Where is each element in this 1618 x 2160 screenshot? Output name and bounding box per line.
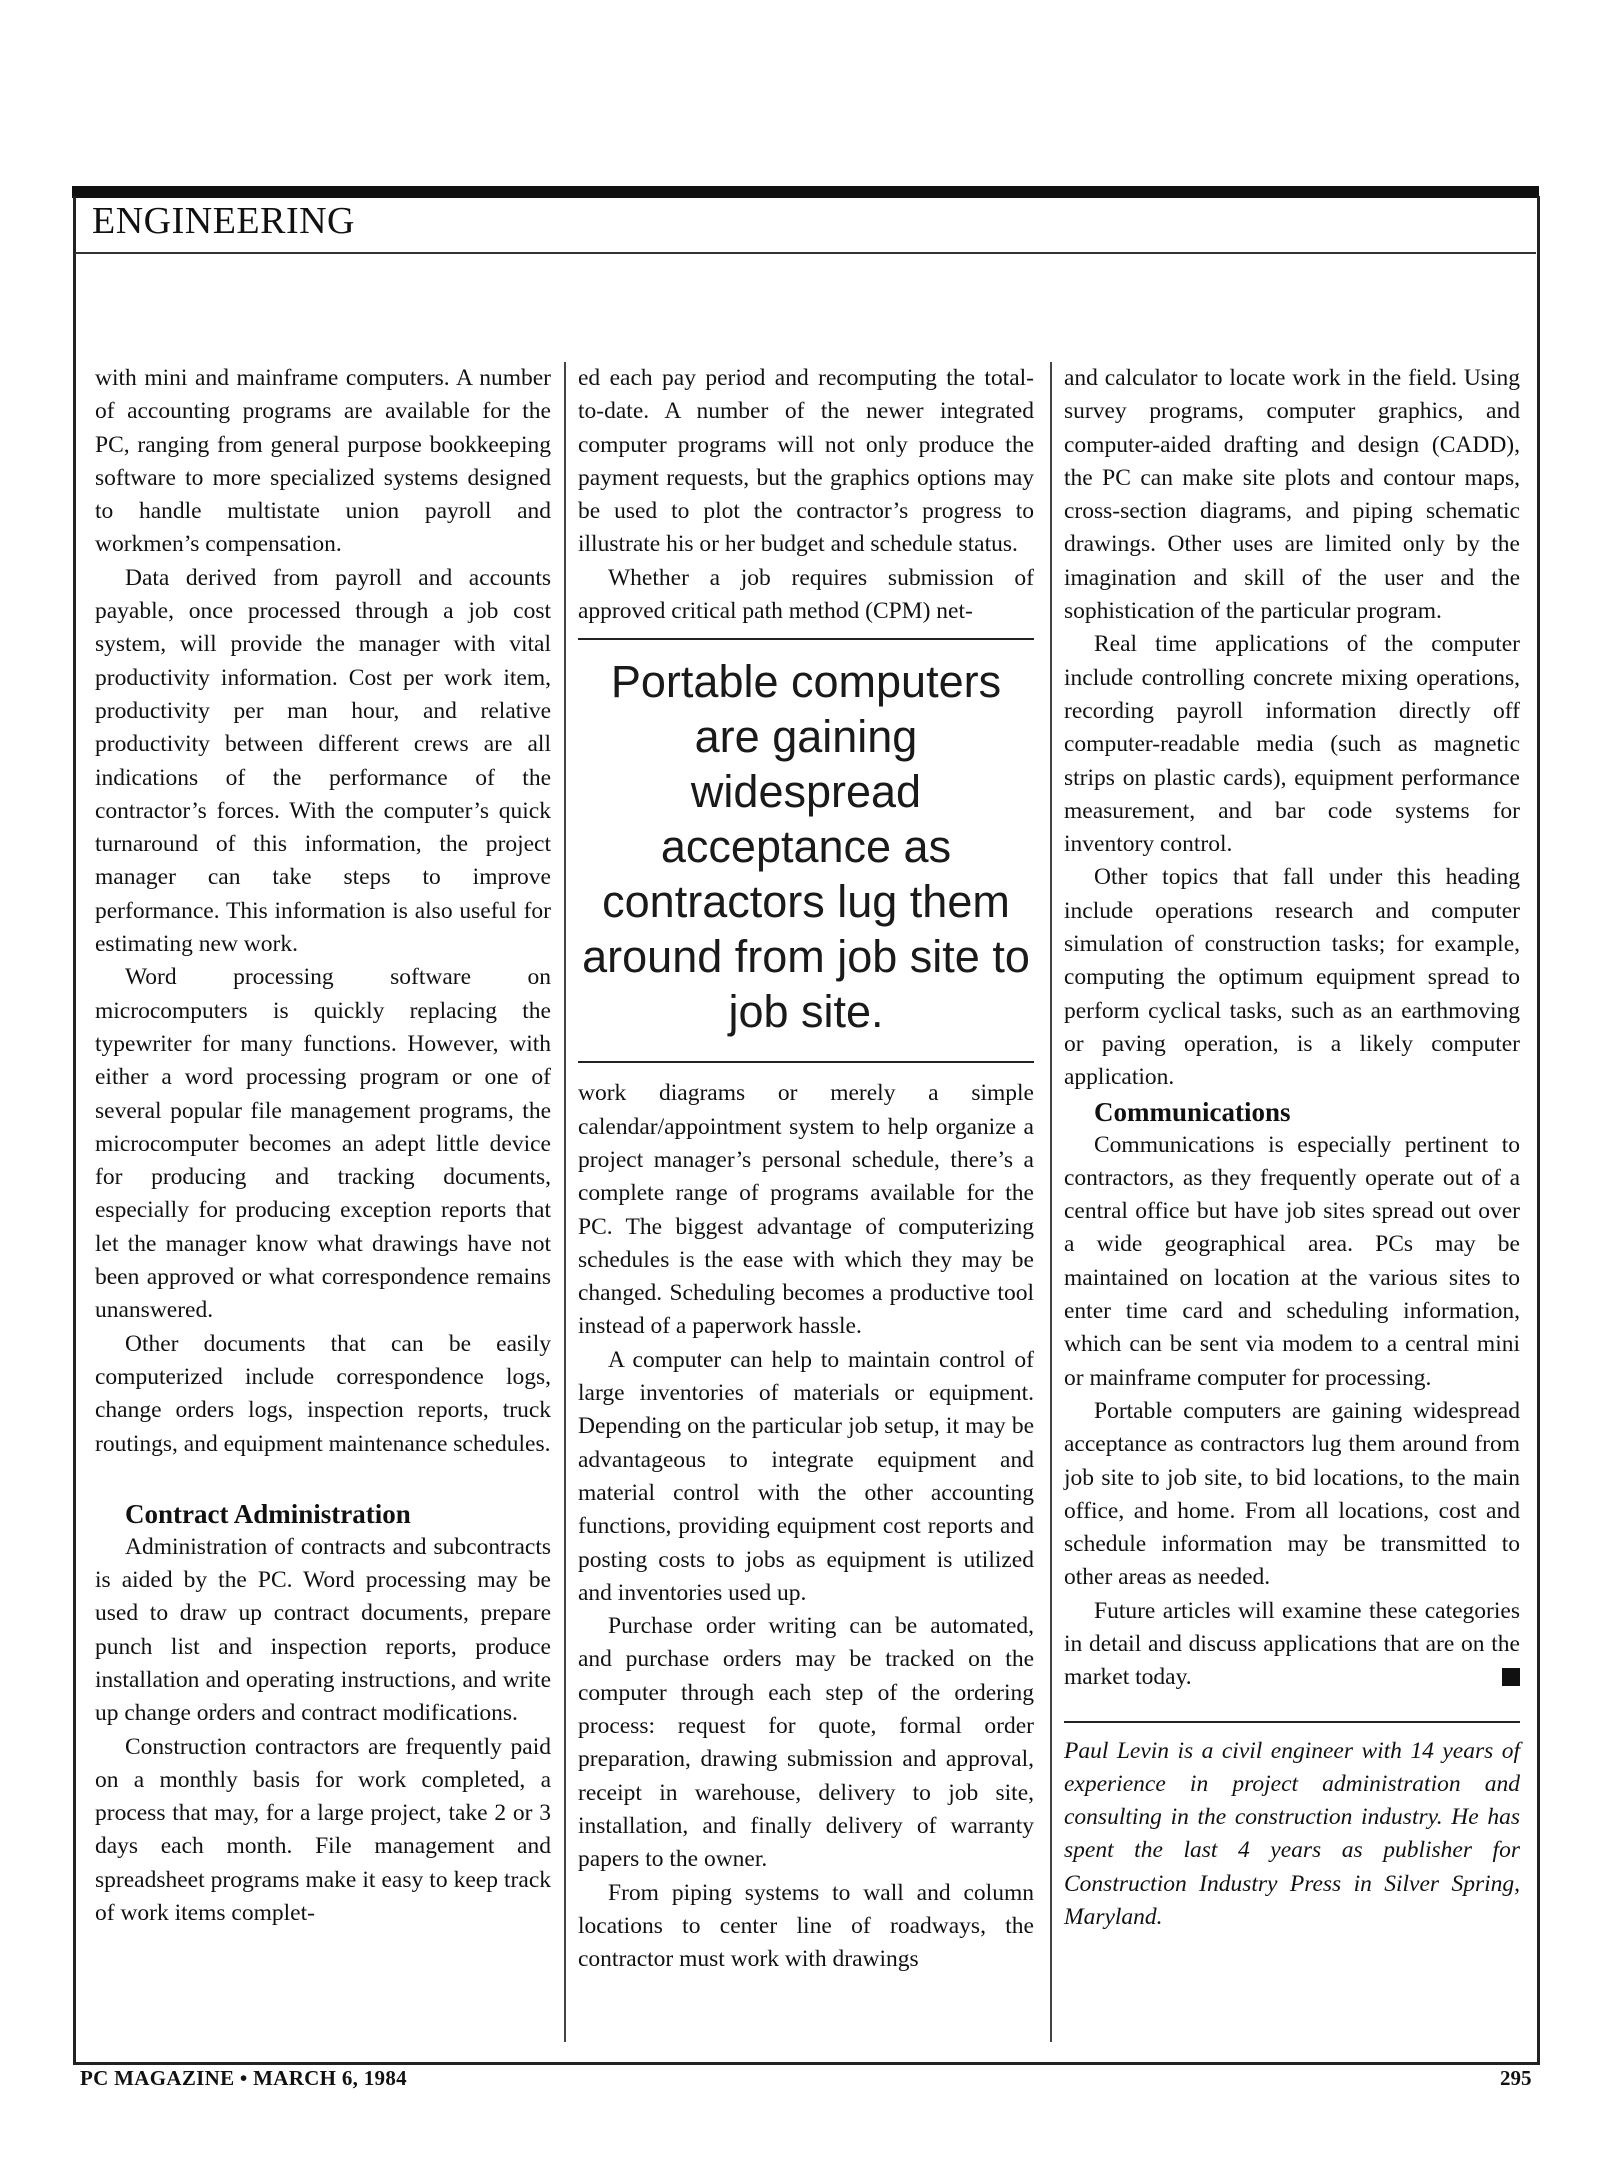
header-rule: [75, 252, 1536, 254]
closing-text: Future articles will examine these categories in detail and discuss applications that are on the market today.: [1064, 1597, 1520, 1691]
author-bio: Paul Levin is a civil engineer with 14 years of experience in project administration and consulting in the construction industry. He has spent the last 4 years as publisher for Construction Industry Press in Silver Spring, Maryland.: [1064, 1737, 1520, 1931]
paragraph: Word processing software on microcomputers is quickly replacing the typewriter for many functions. However, with either a word processing program or one of several popular file management programs, the microcomputer becomes an adept little device for producing and tracking documents, especially for producing exception reports that let the manager know what drawings have not been approved or what correspondence remains unanswered.: [95, 964, 551, 1324]
end-mark-icon: [1502, 1668, 1520, 1686]
section-label: ENGINEERING: [92, 200, 356, 242]
paragraph: work diagrams or merely a simple calendar/appointment system to help organize a project manager’s personal schedule, there’s a complete range of programs available for the PC. The biggest advantage of computerizing schedules is the ease with which they may be changed. Scheduling becomes a productive tool instead of a paperwork hassle.: [578, 1080, 1034, 1340]
paragraph: with mini and mainframe computers. A number of accounting programs are available for the PC, ranging from general purpose bookkeeping software to more specialized systems designed to handle multistate union payroll and workmen’s compensation.: [95, 365, 551, 558]
subheading-communications: Communications: [1094, 1096, 1291, 1127]
column-divider-1: [564, 362, 566, 2042]
paragraph: A computer can help to maintain control of large inventories of materials or equipment. Depending on the particular job setup, it may be advantageous to integrate equipment and material control with the other accounting functions, providing equipment cost reports and posting costs to jobs as equipment is utilized and inventories used up.: [578, 1346, 1034, 1606]
paragraph: Other topics that fall under this heading include operations research and computer simulation of construction tasks; for example, computing the optimum equipment spread to perform cyclical tasks, such as an earthmoving or paving operation, is a likely computer application.: [1064, 864, 1520, 1091]
paragraph: Whether a job requires submission of approved critical path method (CPM) net-: [578, 564, 1034, 625]
closing-paragraph: [1064, 1595, 1520, 1695]
paragraph: Portable computers are gaining widespread acceptance as contractors lug them around from job site to job site, to bid locations, to the main office, and home. From all locations, cost and schedule information may be transmitted to other areas as needed.: [1064, 1397, 1520, 1591]
paragraph: From piping systems to wall and column locations to center line of roadways, the contractor must work with drawings: [578, 1879, 1034, 1973]
page-number: 295: [1500, 2066, 1532, 2090]
paragraph: Purchase order writing can be automated, and purchase orders may be tracked on the computer through each step of the ordering process: request for quote, formal order preparation, drawing submission and approval, receipt in warehouse, delivery to job site, installation, and finally delivery of warranty papers to the owner.: [578, 1613, 1034, 1873]
paragraph: Communications is especially pertinent to contractors, as they frequently operate out of a central office but have job sites spread out over a wide geographical area. PCs may be maintained on location at the various sites to enter time card and scheduling information, which can be sent via modem to a central mini or mainframe computer for processing.: [1064, 1131, 1520, 1391]
pull-quote: Portable computers are gaining widespread acceptance as contractors lug them around from job site to job site.: [578, 638, 1034, 1063]
column-1: [95, 362, 551, 1930]
subheading-contract-administration: Contract Administration: [125, 1498, 411, 1529]
paragraph: Construction contractors are frequently paid on a monthly basis for work completed, a process that may, for a large project, take 2 or 3 days each month. File management and spreadsheet programs make it easy to keep track of work items complet-: [95, 1733, 551, 1927]
paragraph: Other documents that can be easily computerized include correspondence logs, change orders logs, inspection reports, truck routings, and equipment maintenance schedules.: [95, 1330, 551, 1457]
paragraph: and calculator to locate work in the field. Using survey programs, computer graphics, and computer-aided drafting and design (CADD), the PC can make site plots and contour maps, cross-section diagrams, and piping schematic drawings. Other uses are limited only by the imagination and skill of the user and the sophistication of the particular program.: [1064, 365, 1520, 625]
paragraph: Data derived from payroll and accounts payable, once processed through a job cost system, will provide the manager with vital productivity information. Cost per work item, productivity per man hour, and relative productivity between different crews are all indications of the performance of the contractor’s forces. With the computer’s quick turnaround of this information, the project manager can take steps to improve performance. This information is also useful for estimating new work.: [95, 564, 551, 958]
paragraph: Administration of contracts and subcontracts is aided by the PC. Word processing may be used to draw up contract documents, prepare punch list and inspection reports, produce installation and operating instructions, and write up change orders and contract modifications.: [95, 1533, 551, 1727]
paragraph: Real time applications of the computer include controlling concrete mixing operations, recording payroll information directly off computer-readable media (such as magnetic strips on plastic cards), equipment performance measurement, and bar code systems for inventory control.: [1064, 631, 1520, 858]
footer-publication: PC MAGAZINE • MARCH 6, 1984: [80, 2066, 407, 2090]
bio-rule: [1064, 1721, 1520, 1723]
column-2: [578, 362, 1034, 1976]
paragraph: ed each pay period and recomputing the total-to-date. A number of the newer integrated computer programs will not only produce the payment requests, but the graphics options may be used to plot the contractor’s progress to illustrate his or her budget and schedule status.: [578, 365, 1034, 558]
column-3: [1064, 362, 1520, 1934]
column-divider-2: [1050, 362, 1052, 2042]
